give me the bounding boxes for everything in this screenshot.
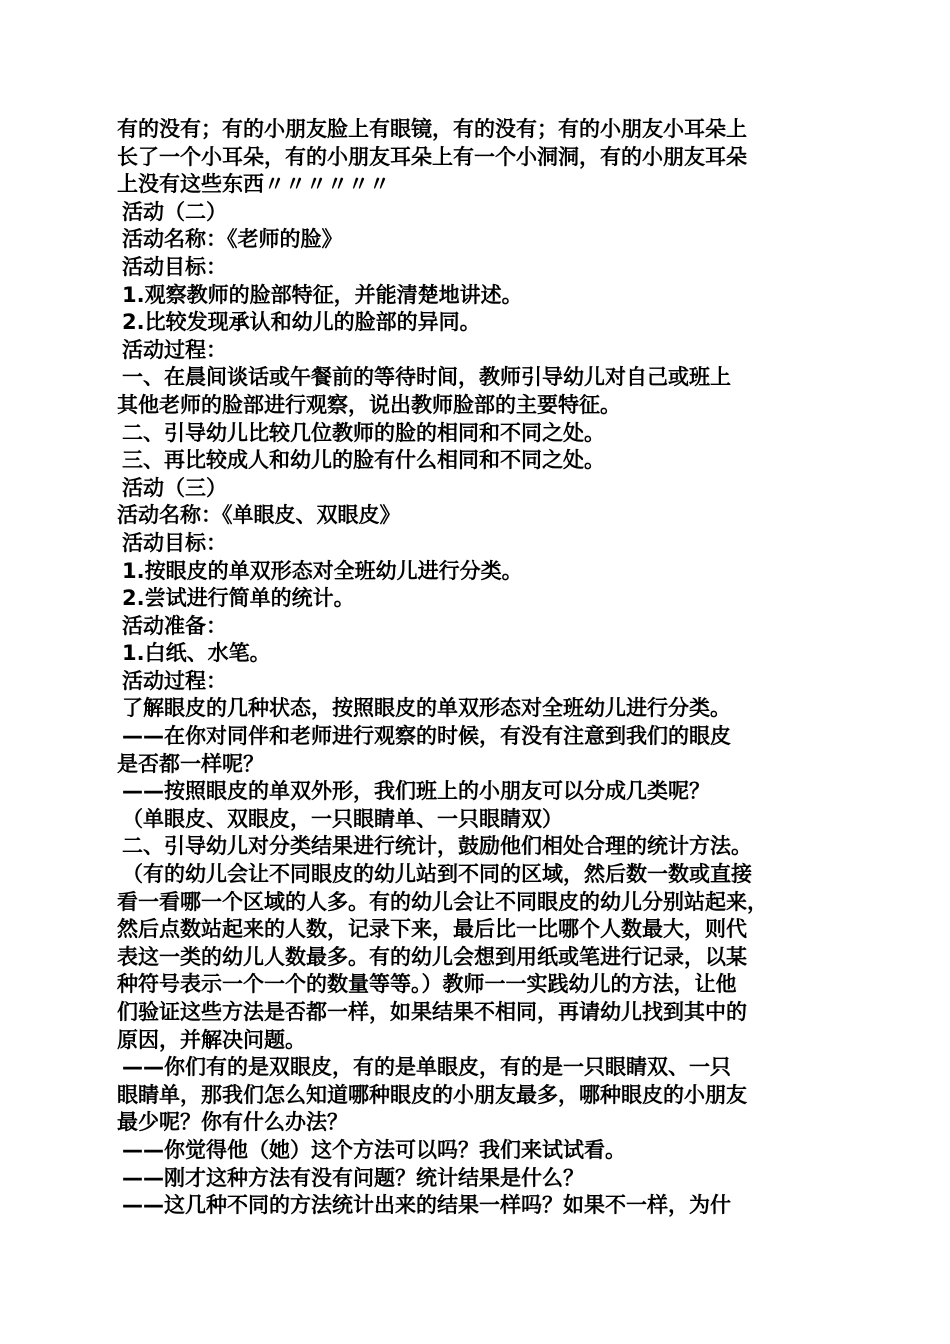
text-line: 三、再比较成人和幼儿的脸有什么相同和不同之处。 bbox=[122, 448, 605, 473]
text-line: 1.按眼皮的单双形态对全班幼儿进行分类。 bbox=[122, 558, 523, 583]
text-line: 活动准备： bbox=[122, 613, 227, 638]
text-line: 2.尝试进行简单的统计。 bbox=[122, 586, 355, 611]
text-line: 是否都一样呢？ bbox=[117, 751, 264, 776]
text-line: 1.观察教师的脸部特征，并能清楚地讲述。 bbox=[122, 282, 523, 307]
text-line: 活动过程： bbox=[122, 668, 227, 693]
text-line: 2.比较发现承认和幼儿的脸部的异同。 bbox=[122, 310, 481, 335]
text-line: 种符号表示一个一个的数量等等。）教师一一实践幼儿的方法，让他 bbox=[117, 972, 737, 997]
text-line: 活动名称：《老师的脸》 bbox=[122, 227, 343, 252]
text-line: 活动目标： bbox=[122, 254, 227, 279]
text-line: 活动（二） bbox=[122, 199, 227, 224]
text-line: 二、引导幼儿比较几位教师的脸的相同和不同之处。 bbox=[122, 420, 605, 445]
text-line: 然后点数站起来的人数，记录下来，最后比一比哪个人数最大，则代 bbox=[117, 917, 747, 942]
text-line: 活动（三） bbox=[122, 475, 227, 500]
text-line: 活动过程： bbox=[122, 337, 227, 362]
text-line: 上没有这些东西〃〃〃〃〃〃 bbox=[117, 172, 390, 197]
text-line: （有的幼儿会让不同眼皮的幼儿站到不同的区域，然后数一数或直接 bbox=[122, 862, 752, 887]
text-line: 了解眼皮的几种状态，按照眼皮的单双形态对全班幼儿进行分类。 bbox=[122, 696, 731, 721]
text-line: ——刚才这种方法有没有问题？统计结果是什么？ bbox=[122, 1165, 584, 1190]
text-line: 一、在晨间谈话或午餐前的等待时间，教师引导幼儿对自己或班上 bbox=[122, 365, 731, 390]
text-line: ——你们有的是双眼皮，有的是单眼皮，有的是一只眼睛双、一只 bbox=[122, 1055, 731, 1080]
text-line: 活动目标： bbox=[122, 530, 227, 555]
text-line: ——这几种不同的方法统计出来的结果一样吗？如果不一样，为什 bbox=[122, 1193, 731, 1218]
text-line: 们验证这些方法是否都一样，如果结果不相同，再请幼儿找到其中的 bbox=[117, 1000, 747, 1024]
text-line: 二、引导幼儿对分类结果进行统计，鼓励他们相处合理的统计方法。 bbox=[122, 834, 752, 859]
text-line: 表这一类的幼儿人数最多。有的幼儿会想到用纸或笔进行记录，以某 bbox=[117, 944, 747, 969]
text-line: ——在你对同伴和老师进行观察的时候，有没有注意到我们的眼皮 bbox=[122, 724, 731, 749]
text-line: 长了一个小耳朵，有的小朋友耳朵上有一个小洞洞，有的小朋友耳朵 bbox=[117, 144, 747, 169]
text-line: 看一看哪一个区域的人多。有的幼儿会让不同眼皮的幼儿分别站起来， bbox=[117, 889, 768, 914]
document-body bbox=[117, 116, 837, 1220]
text-line: （单眼皮、双眼皮，一只眼睛单、一只眼睛双） bbox=[122, 806, 563, 831]
text-line: 活动名称：《单眼皮、双眼皮》 bbox=[117, 503, 401, 528]
text-line: 最少呢？你有什么办法？ bbox=[117, 1110, 348, 1135]
text-line: 其他老师的脸部进行观察，说出教师脸部的主要特征。 bbox=[117, 392, 621, 417]
text-line: 原因，并解决问题。 bbox=[117, 1027, 306, 1052]
text-line: ——你觉得他（她）这个方法可以吗？我们来试试看。 bbox=[122, 1137, 626, 1162]
text-line: 1.白纸、水笔。 bbox=[122, 641, 271, 666]
text-line: ——按照眼皮的单双外形，我们班上的小朋友可以分成几类呢？ bbox=[122, 779, 710, 804]
text-line: 眼睛单，那我们怎么知道哪种眼皮的小朋友最多，哪种眼皮的小朋友 bbox=[117, 1082, 747, 1107]
text-line: 有的没有；有的小朋友脸上有眼镜，有的没有；有的小朋友小耳朵上 bbox=[117, 117, 747, 141]
